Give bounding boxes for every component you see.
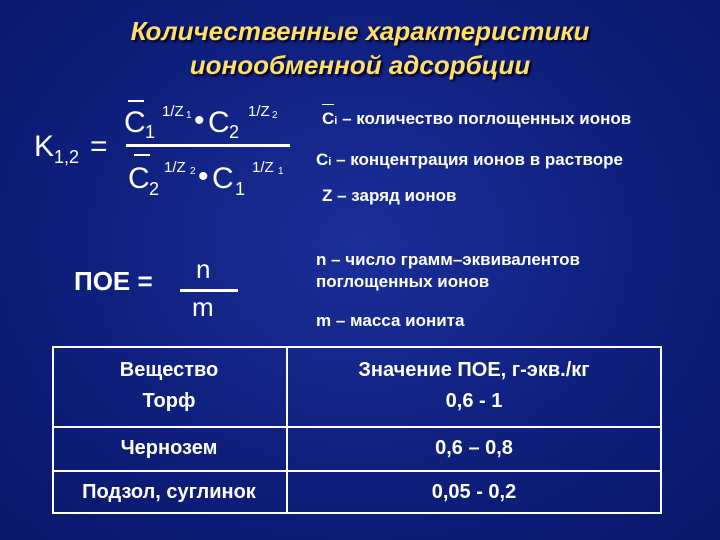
table-header-row: [52, 346, 662, 384]
slide-title: [0, 14, 720, 82]
den-c1-sup-sub: 1: [278, 166, 284, 177]
table-row: [52, 384, 662, 426]
den-c1-sub: 1: [235, 179, 246, 199]
num-c2-sup-sub: 2: [272, 110, 278, 121]
den-dot: •: [198, 160, 209, 193]
header-poe-value: Значение ПОЕ, г-экв./кг: [358, 359, 590, 381]
table-border-right: [660, 346, 662, 514]
num-dot: •: [194, 104, 205, 137]
cell-substance: Торф: [142, 390, 196, 412]
formula-k-lhs-sub: 1,2: [54, 147, 80, 167]
overline-num-c1: [128, 100, 144, 102]
title-line-1: Количественные характеристики: [130, 16, 590, 46]
cell-poe-value: 0,6 – 0,8: [435, 436, 513, 459]
num-c1: C: [124, 106, 146, 139]
formula-k-equals: =: [90, 130, 108, 163]
num-c2-sub: 2: [229, 122, 240, 142]
title-line-2: ионообменной адсорбции: [189, 50, 531, 80]
den-c2-sup-sub: 2: [190, 166, 196, 177]
table-border-bottom: [52, 512, 662, 514]
table-column-divider: [286, 346, 288, 514]
def-n-line-2: поглощенных ионов: [316, 272, 490, 291]
table-row: [52, 470, 662, 514]
def-c-bar: [322, 109, 631, 131]
def-c-bar-text: – количество поглощенных ионов: [337, 109, 632, 128]
def-c-text: – концентрация ионов в растворе: [331, 150, 623, 169]
poe-numerator: n: [196, 254, 211, 284]
den-c1: C: [212, 162, 234, 195]
den-c2-sub: 2: [149, 179, 160, 199]
cell-substance: Чернозем: [120, 436, 218, 459]
num-c1-sup: 1/Z: [162, 103, 184, 120]
table-row: [52, 426, 662, 470]
formula-k-lhs: K: [34, 130, 55, 163]
poe-denominator: m: [192, 292, 214, 322]
den-c1-sup: 1/Z: [252, 159, 274, 176]
den-c2-sup: 1/Z: [164, 159, 186, 176]
fraction-bar-k: [126, 144, 290, 147]
def-m: m – масса ионита: [316, 311, 465, 330]
def-c: [316, 150, 623, 172]
overline-den-c2: [134, 154, 150, 156]
num-c2: C: [208, 106, 230, 139]
def-c-bar-sub: i: [334, 115, 338, 127]
def-c-sub: i: [328, 156, 332, 168]
poe-lhs: ПОЕ =: [74, 266, 153, 296]
def-z: Z – заряд ионов: [322, 186, 457, 205]
table-border-top: [52, 346, 662, 348]
num-c2-sup: 1/Z: [248, 103, 270, 120]
table-border-left: [52, 346, 54, 514]
def-c-symbol: C: [316, 150, 329, 169]
cell-poe-value: 0,05 - 0,2: [431, 480, 517, 503]
num-c1-sup-sub: 1: [186, 110, 192, 121]
def-c-bar-symbol: C: [322, 109, 335, 128]
den-c2: C: [128, 162, 150, 195]
cell-poe-value: 0,6 - 1: [445, 390, 503, 412]
num-c1-sub: 1: [145, 122, 156, 142]
header-substance: Вещество: [119, 359, 219, 381]
def-n-line-1: n – число грамм–эквивалентов: [316, 250, 580, 269]
cell-substance: Подзол, суглинок: [82, 480, 256, 503]
table-divider-1: [52, 426, 662, 428]
table-divider-2: [52, 470, 662, 472]
def-c-overline: [322, 104, 334, 105]
